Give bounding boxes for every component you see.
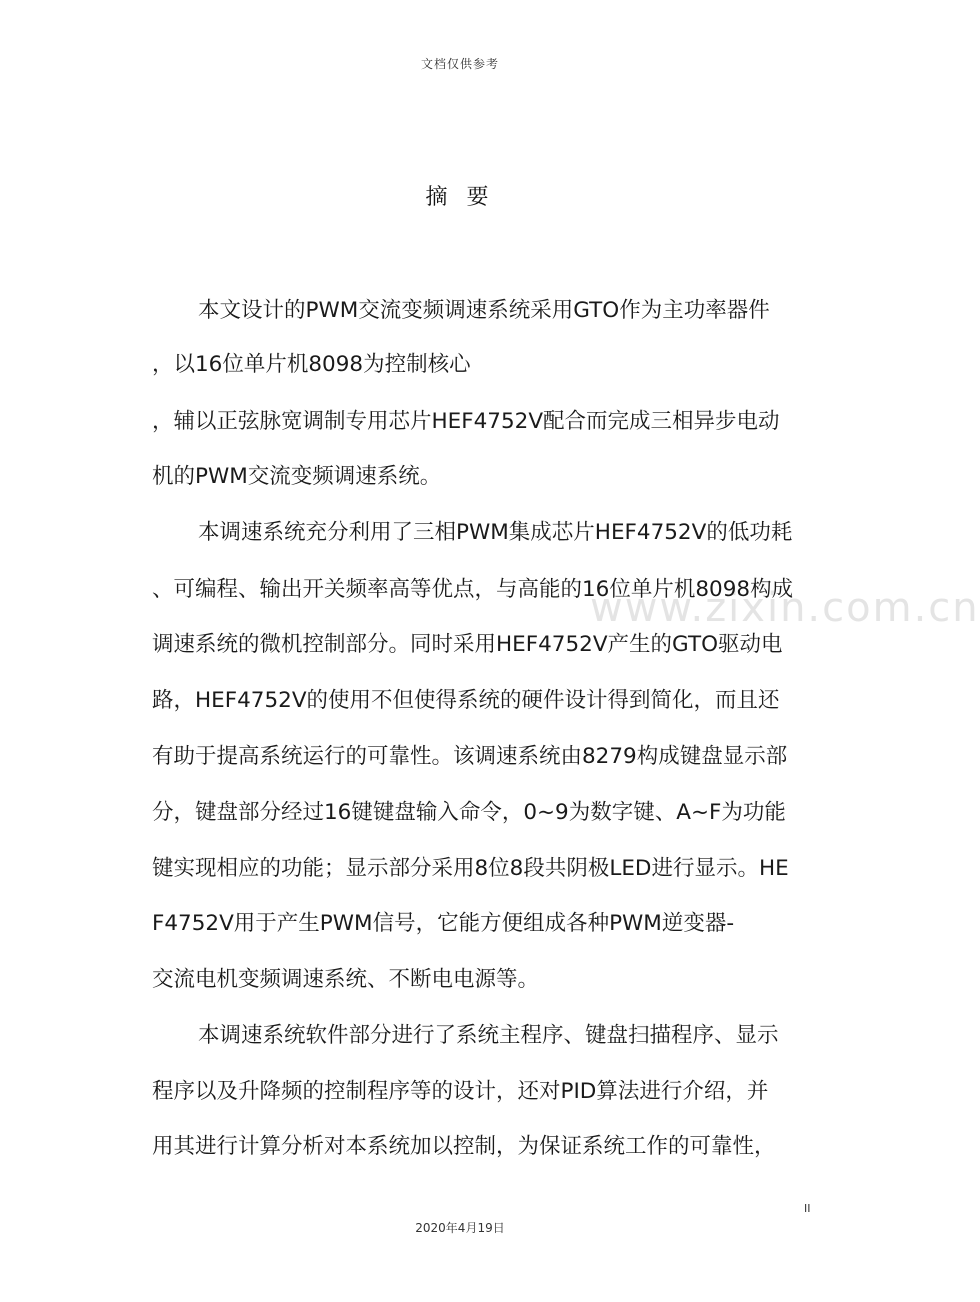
- paragraph-line: 调速系统的微机控制部分。同时采用HEF4752V产生的GTO驱动电: [152, 632, 783, 657]
- paragraph-line: ，辅以正弦脉宽调制专用芯片HEF4752V配合而完成三相异步电动: [152, 409, 780, 434]
- page-number: II: [804, 1202, 811, 1215]
- abstract-title: 摘 要: [425, 185, 495, 210]
- footer-date: 2020年4月19日: [415, 1221, 505, 1235]
- paragraph-line: 本调速系统软件部分进行了系统主程序、键盘扫描程序、显示: [198, 1023, 779, 1048]
- paragraph-line: 、可编程、输出开关频率高等优点，与高能的16位单片机8098构成: [152, 577, 794, 602]
- watermark: www.zixin.com.cn: [590, 585, 980, 631]
- paragraph-line: 分，键盘部分经过16键键盘输入命令，0~9为数字键、A~F为功能: [152, 800, 786, 825]
- paragraph-line: 键实现相应的功能；显示部分采用8位8段共阴极LED进行显示。HE: [152, 856, 789, 881]
- header-note: 文档仅供参考: [420, 57, 499, 71]
- paragraph-line: 有助于提高系统运行的可靠性。该调速系统由8279构成键盘显示部: [152, 744, 788, 769]
- paragraph-line: 程序以及升降频的控制程序等的设计，还对PID算法进行介绍，并: [152, 1079, 769, 1104]
- paragraph-line: 路，HEF4752V的使用不但使得系统的硬件设计得到简化，而且还: [152, 688, 780, 713]
- paragraph-line: 用其进行计算分析对本系统加以控制，为保证系统工作的可靠性，: [152, 1134, 776, 1159]
- paragraph-line: 本调速系统充分利用了三相PWM集成芯片HEF4752V的低功耗: [198, 520, 793, 545]
- paragraph-line: ，以16位单片机8098为控制核心: [152, 352, 471, 377]
- paragraph-line: 机的PWM交流变频调速系统。: [152, 464, 442, 489]
- paragraph-line: 交流电机变频调速系统、不断电电源等。: [152, 967, 540, 992]
- paragraph-line: F4752V用于产生PWM信号，它能方便组成各种PWM逆变器-: [152, 911, 735, 936]
- paragraph-line: 本文设计的PWM交流变频调速系统采用GTO作为主功率器件: [198, 298, 770, 323]
